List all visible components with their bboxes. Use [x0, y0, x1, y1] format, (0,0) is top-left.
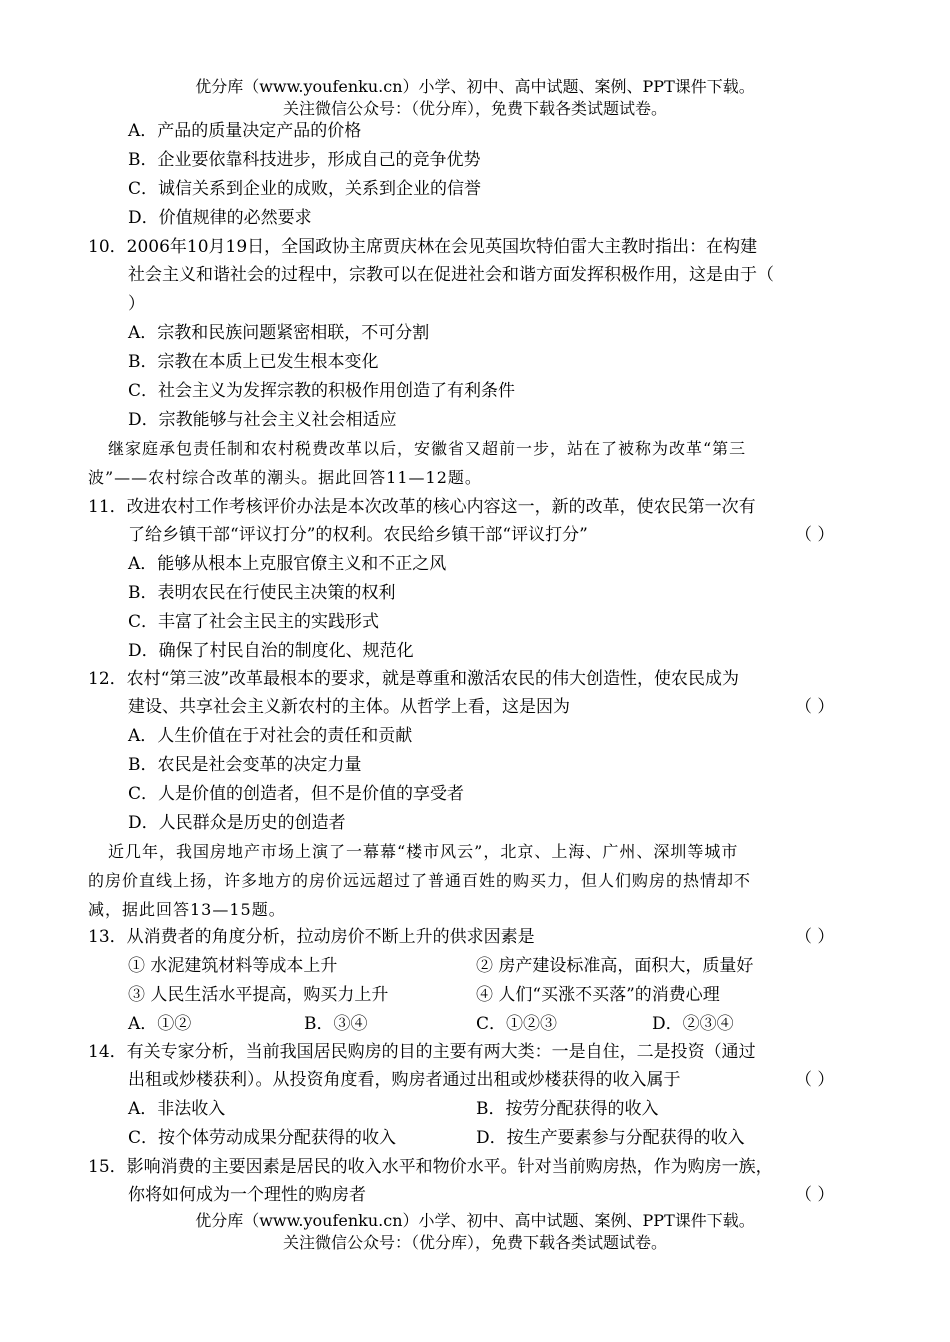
q9-option-d: D．价值规律的必然要求: [128, 208, 312, 228]
q13-stem: 13．从消费者的角度分析，拉动房价不断上升的供求因素是: [88, 927, 535, 947]
q11-option-d: D．确保了村民自治的制度化、规范化: [128, 641, 414, 661]
q12-option-b: B．农民是社会变革的决定力量: [128, 755, 362, 775]
q12-stem-line-1: 12．农村“第三波”改革最根本的要求，就是尊重和激活农民的伟大创造性，使农民成为: [88, 669, 740, 689]
q11-answer-paren: （ ）: [795, 525, 835, 545]
q13-option-d: D．②③④: [652, 1014, 734, 1034]
q11-option-c: C．丰富了社会主民主的实践形式: [128, 612, 380, 632]
q11-option-b: B．表明农民在行使民主决策的权利: [128, 583, 396, 603]
q13-statement-4: ④ 人们“买涨不买落”的消费心理: [476, 985, 720, 1005]
q12-option-c: C．人是价值的创造者，但不是价值的享受者: [128, 784, 465, 804]
q13-option-c: C．①②③: [476, 1014, 558, 1034]
footer-line-1: 优分库（www.youfenku.cn）小学、初中、高中试题、案例、PPT课件下载。: [195, 1211, 755, 1230]
q10-option-b: B．宗教在本质上已发生根本变化: [128, 352, 379, 372]
q11-option-a: A．能够从根本上克服官僚主义和不正之风: [128, 554, 447, 574]
q12-option-a: A．人生价值在于对社会的责任和贡献: [128, 726, 413, 746]
q14-option-d: D．按生产要素参与分配获得的收入: [476, 1128, 745, 1148]
q14-answer-paren: （ ）: [795, 1070, 835, 1090]
passage2-line-1: 近几年，我国房地产市场上演了一幕幕“楼市风云”，北京、上海、广州、深圳等城市: [108, 842, 739, 861]
q10-answer-paren: ）: [128, 294, 145, 314]
q14-option-a: A．非法收入: [128, 1099, 226, 1119]
q13-statement-1: ① 水泥建筑材料等成本上升: [128, 956, 338, 976]
q10-option-a: A．宗教和民族问题紧密相联，不可分割: [128, 323, 430, 343]
q9-option-b: B．企业要依靠科技进步，形成自己的竞争优势: [128, 150, 481, 170]
q12-stem-line-2: 建设、共享社会主义新农村的主体。从哲学上看，这是因为: [128, 697, 570, 717]
passage2-line-3: 减，据此回答13—15题。: [88, 900, 286, 919]
q10-stem-line-2: 社会主义和谐社会的过程中，宗教可以在促进社会和谐方面发挥积极作用，这是由于（: [128, 265, 774, 285]
footer-line-2: 关注微信公众号：（优分库），免费下载各类试题试卷。: [282, 1233, 667, 1252]
q14-option-b: B．按劳分配获得的收入: [476, 1099, 659, 1119]
q15-answer-paren: （ ）: [795, 1185, 835, 1205]
q10-stem-line-1: 10．2006年10月19日，全国政协主席贾庆林在会见英国坎特伯雷大主教时指出：在构建: [88, 237, 758, 257]
q14-stem-line-2: 出租或炒楼获利）。从投资角度看，购房者通过出租或炒楼获得的收入属于: [128, 1070, 681, 1090]
q15-stem-line-1: 15．影响消费的主要因素是居民的收入水平和物价水平。针对当前购房热，作为购房一族，: [88, 1157, 773, 1177]
q15-stem-line-2: 你将如何成为一个理性的购房者: [128, 1185, 366, 1205]
q12-option-d: D．人民群众是历史的创造者: [128, 813, 346, 833]
q12-answer-paren: （ ）: [795, 697, 835, 717]
passage1-line-2: 波”——农村综合改革的潮头。据此回答11—12题。: [88, 468, 482, 487]
q11-stem-line-2: 了给乡镇干部“评议打分”的权利。农民给乡镇干部“评议打分”: [128, 525, 588, 545]
q13-statement-2: ② 房产建设标准高，面积大，质量好: [476, 956, 754, 976]
q9-option-a: A．产品的质量决定产品的价格: [128, 121, 362, 141]
q9-option-c: C．诚信关系到企业的成败，关系到企业的信誉: [128, 179, 482, 199]
q13-option-a: A．①②: [128, 1014, 192, 1034]
passage2-line-2: 的房价直线上扬，许多地方的房价远远超过了普通百姓的购买力，但人们购房的热情却不: [88, 871, 752, 890]
q14-option-c: C．按个体劳动成果分配获得的收入: [128, 1128, 397, 1148]
q13-statement-3: ③ 人民生活水平提高，购买力上升: [128, 985, 389, 1005]
q10-option-d: D．宗教能够与社会主义社会相适应: [128, 410, 397, 430]
passage1-line-1: 继家庭承包责任制和农村税费改革以后，安徽省又超前一步，站在了被称为改革“第三: [108, 439, 747, 458]
q13-option-b: B．③④: [304, 1014, 368, 1034]
q13-answer-paren: （ ）: [795, 927, 835, 947]
header-line-2: 关注微信公众号：（优分库），免费下载各类试题试卷。: [282, 99, 667, 118]
q10-option-c: C．社会主义为发挥宗教的积极作用创造了有利条件: [128, 381, 516, 401]
q11-stem-line-1: 11．改进农村工作考核评价办法是本次改革的核心内容这一，新的改革，使农民第一次有: [88, 497, 756, 517]
q14-stem-line-1: 14．有关专家分析，当前我国居民购房的目的主要有两大类：一是自住，二是投资（通过: [88, 1042, 756, 1062]
header-line-1: 优分库（www.youfenku.cn）小学、初中、高中试题、案例、PPT课件下载。: [195, 77, 755, 96]
